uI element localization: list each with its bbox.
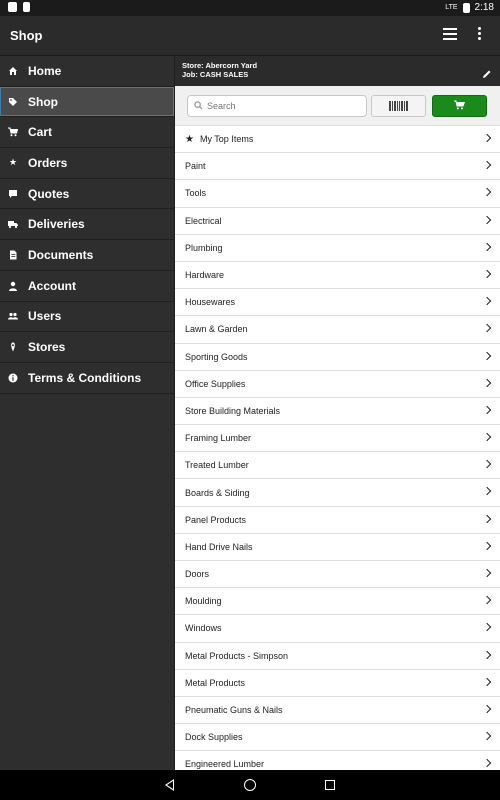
chevron-right-icon xyxy=(483,161,491,169)
cart-button[interactable] xyxy=(432,95,487,117)
chevron-right-icon xyxy=(483,270,491,278)
search-icon xyxy=(194,97,203,115)
category-list xyxy=(175,126,500,770)
list-item[interactable] xyxy=(175,724,500,751)
sidebar-item-home[interactable] xyxy=(0,56,174,87)
sidebar-item-stores[interactable] xyxy=(0,332,174,363)
list-item[interactable] xyxy=(175,425,500,452)
chevron-right-icon xyxy=(483,514,491,522)
list-item[interactable] xyxy=(175,670,500,697)
sidebar-item-deliveries[interactable] xyxy=(0,209,174,240)
category-label: Tools xyxy=(185,188,207,199)
truck-icon xyxy=(8,219,18,229)
sidebar-item-cart[interactable] xyxy=(0,117,174,148)
category-label: Windows xyxy=(185,623,222,634)
chevron-right-icon xyxy=(483,297,491,305)
search-field[interactable] xyxy=(187,95,367,117)
list-item[interactable] xyxy=(175,615,500,642)
chevron-right-icon xyxy=(483,378,491,386)
list-item[interactable] xyxy=(175,507,500,534)
sidebar-item-documents[interactable] xyxy=(0,240,174,271)
category-label: Engineered Lumber xyxy=(185,759,265,770)
chevron-right-icon xyxy=(483,623,491,631)
category-label: Store Building Materials xyxy=(185,405,281,416)
chevron-right-icon xyxy=(483,433,491,441)
search-toolbar xyxy=(175,86,500,126)
sidebar-item-quotes[interactable] xyxy=(0,179,174,210)
category-label: Plumbing xyxy=(185,242,223,253)
sidebar-item-label: Shop xyxy=(28,94,58,109)
star-icon: ★ xyxy=(185,133,194,145)
category-label: Sporting Goods xyxy=(185,351,248,362)
chevron-right-icon xyxy=(483,134,491,142)
sidebar-item-label: Deliveries xyxy=(28,217,85,232)
sidebar-item-label: Terms & Conditions xyxy=(28,370,142,385)
network-type: LTE xyxy=(445,4,458,11)
main-content xyxy=(175,56,500,770)
home-circle-icon[interactable] xyxy=(244,779,256,791)
list-item[interactable] xyxy=(175,289,500,316)
category-label: Metal Products xyxy=(185,677,246,688)
list-item[interactable] xyxy=(175,643,500,670)
tag-icon xyxy=(8,97,18,107)
category-label: Dock Supplies xyxy=(185,732,243,743)
chevron-right-icon xyxy=(483,569,491,577)
list-item[interactable] xyxy=(175,561,500,588)
battery-icon xyxy=(463,3,470,13)
list-item[interactable] xyxy=(175,452,500,479)
sidebar-item-label: Documents xyxy=(28,247,94,262)
chevron-right-icon xyxy=(483,215,491,223)
sidebar-item-label: Home xyxy=(28,63,62,78)
recents-icon[interactable] xyxy=(325,780,335,790)
document-icon xyxy=(8,250,18,260)
category-label: Moulding xyxy=(185,596,222,607)
list-item[interactable] xyxy=(175,371,500,398)
sidebar-item-users[interactable] xyxy=(0,302,174,333)
chevron-right-icon xyxy=(483,406,491,414)
edit-pencil-icon[interactable] xyxy=(482,66,492,76)
pin-icon xyxy=(8,342,18,352)
sidebar-item-label: Orders xyxy=(28,155,68,170)
chevron-right-icon xyxy=(483,324,491,332)
category-label: Paint xyxy=(185,161,206,172)
sidebar-item-terms[interactable] xyxy=(0,363,174,394)
notification-icon xyxy=(8,2,17,12)
list-item[interactable] xyxy=(175,262,500,289)
info-icon xyxy=(8,373,18,383)
page-title: Shop xyxy=(10,28,43,43)
list-item[interactable] xyxy=(175,316,500,343)
list-item[interactable] xyxy=(175,153,500,180)
sidebar-item-account[interactable] xyxy=(0,271,174,302)
list-item[interactable] xyxy=(175,751,500,770)
category-label: Metal Products - Simpson xyxy=(185,650,289,661)
person-icon xyxy=(8,281,18,291)
sidebar-item-label: Users xyxy=(28,309,62,324)
chevron-right-icon xyxy=(483,596,491,604)
list-item[interactable] xyxy=(175,588,500,615)
sidebar-item-shop[interactable] xyxy=(0,87,174,118)
list-item[interactable] xyxy=(175,344,500,371)
home-icon xyxy=(8,66,18,76)
system-nav-bar xyxy=(0,770,500,800)
list-item-my-top-items[interactable] xyxy=(175,126,500,153)
chevron-right-icon xyxy=(483,705,491,713)
cart-icon xyxy=(8,127,18,137)
store-info-bar xyxy=(175,56,500,86)
barcode-scan-button[interactable] xyxy=(371,95,426,117)
sidebar xyxy=(0,56,175,770)
list-item[interactable] xyxy=(175,479,500,506)
chevron-right-icon xyxy=(483,542,491,550)
list-item[interactable] xyxy=(175,208,500,235)
app-bar xyxy=(0,16,500,56)
chevron-right-icon xyxy=(483,732,491,740)
category-label: Office Supplies xyxy=(185,378,246,389)
category-label: Hardware xyxy=(185,270,225,281)
category-label: Panel Products xyxy=(185,514,247,525)
sidebar-item-label: Account xyxy=(28,278,76,293)
barcode-icon xyxy=(389,101,408,111)
category-label: Framing Lumber xyxy=(185,433,252,444)
chevron-right-icon xyxy=(483,678,491,686)
sidebar-item-orders[interactable] xyxy=(0,148,174,179)
more-vert-icon[interactable] xyxy=(476,27,482,43)
category-label: Boards & Siding xyxy=(185,487,250,498)
chevron-right-icon xyxy=(483,759,491,767)
sidebar-item-label: Stores xyxy=(28,340,66,355)
store-name: Store: Abercorn Yard xyxy=(182,61,258,70)
chat-icon xyxy=(8,189,18,199)
sidebar-item-label: Cart xyxy=(28,125,53,140)
chevron-right-icon xyxy=(483,351,491,359)
category-label: Doors xyxy=(185,569,210,580)
list-item[interactable] xyxy=(175,235,500,262)
chevron-right-icon xyxy=(483,243,491,251)
clock: 2:18 xyxy=(474,2,494,13)
category-label: My Top Items xyxy=(199,134,254,145)
back-icon[interactable] xyxy=(165,779,174,791)
chevron-right-icon xyxy=(483,188,491,196)
category-label: Pneumatic Guns & Nails xyxy=(185,705,283,716)
category-label: Treated Lumber xyxy=(185,460,249,471)
cart-icon xyxy=(454,97,465,115)
category-label: Lawn & Garden xyxy=(185,324,248,335)
category-label: Hand Drive Nails xyxy=(185,541,253,552)
status-bar xyxy=(0,0,500,16)
star-icon: ★ xyxy=(8,157,18,168)
list-item[interactable] xyxy=(175,180,500,207)
chevron-right-icon xyxy=(483,460,491,468)
category-label: Housewares xyxy=(185,297,236,308)
hamburger-icon[interactable] xyxy=(443,28,457,42)
list-item[interactable] xyxy=(175,398,500,425)
list-item[interactable] xyxy=(175,534,500,561)
job-name: Job: CASH SALES xyxy=(182,70,249,79)
list-item[interactable] xyxy=(175,697,500,724)
sidebar-item-label: Quotes xyxy=(28,186,70,201)
android-icon xyxy=(23,2,30,12)
group-icon xyxy=(8,311,18,321)
search-input[interactable] xyxy=(207,101,357,111)
category-label: Electrical xyxy=(185,215,222,226)
chevron-right-icon xyxy=(483,487,491,495)
chevron-right-icon xyxy=(483,650,491,658)
